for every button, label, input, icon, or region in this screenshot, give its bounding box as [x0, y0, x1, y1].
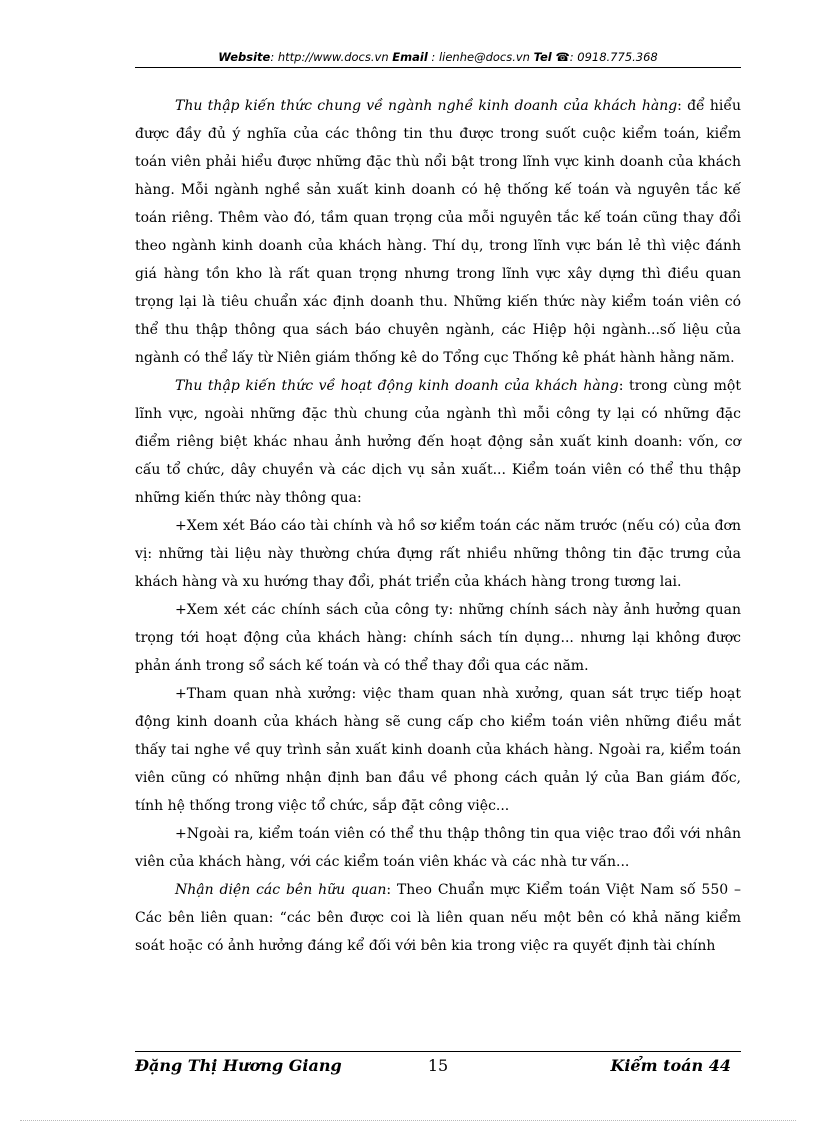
paragraph: [135, 92, 741, 372]
page-header: [135, 48, 741, 66]
paragraph: [135, 372, 741, 512]
paragraph-lead: Thu thập kiến thức về hoạt động kinh doanh của khách hàng: [175, 378, 619, 394]
footer-author: Đặng Thị Hương Giang: [135, 1056, 342, 1075]
paragraph: [135, 876, 741, 960]
tel-label: Tel: [533, 50, 552, 64]
footer-divider: [135, 1051, 741, 1052]
footer-class: Kiểm toán 44: [610, 1056, 731, 1075]
paragraph-lead: Nhận diện các bên hữu quan: [175, 882, 387, 898]
tel-value: : 0918.775.368: [569, 50, 658, 64]
paragraph: [135, 820, 741, 876]
body-text: [135, 92, 741, 960]
header-divider: [135, 67, 741, 68]
paragraph-text: : Theo Chuẩn mực Kiểm toán Việt Nam số 550 – Các bên liên quan: “các bên được coi là liên quan nếu một bên có khả năng kiểm soát hoặc có ảnh hưởng đáng kể đối với bên kia trong việc ra quyết định tài chính: [135, 882, 741, 954]
paragraph-text: +Xem xét Báo cáo tài chính và hồ sơ kiểm toán các năm trước (nếu có) của đơn vị: những tài liệu này thường chứa đựng rất nhiều những thông tin đặc trưng của khách hàng và xu hướng thay đổi, phát triển của khách hàng trong tương lai.: [135, 518, 741, 590]
email-value: : lienhe@docs.vn: [431, 50, 530, 64]
website-value: : http://www.docs.vn: [270, 50, 389, 64]
email-label: Email: [392, 50, 428, 64]
page-bottom-border: [20, 1120, 796, 1121]
paragraph-text: : để hiểu được đầy đủ ý nghĩa của các thông tin thu được trong suốt cuộc kiểm toán, kiểm toán viên phải hiểu được những đặc thù nổi bật trong lĩnh vực kinh doanh của khách hàng. Mỗi ngành nghề sản xuất kinh doanh có hệ thống kế toán và nguyên tắc kế toán riêng. Thêm vào đó, tầm quan trọng của mỗi nguyên tắc kế toán cũng thay đổi theo ngành kinh doanh của khách hàng. Thí dụ, trong lĩnh vực bán lẻ thì việc đánh giá hàng tồn kho là rất quan trọng nhưng trong lĩnh vực xây dựng thì điều quan trọng lại là tiêu chuẩn xác định doanh thu. Những kiến thức này kiểm toán viên có thể thu thập thông qua sách báo chuyên ngành, các Hiệp hội ngành...số liệu của ngành có thể lấy từ Niên giám thống kê do Tổng cục Thống kê phát hành hằng năm.: [135, 98, 741, 366]
paragraph-text: : trong cùng một lĩnh vực, ngoài những đặc thù chung của ngành thì mỗi công ty lại có những đặc điểm riêng biệt khác nhau ảnh hưởng đến hoạt động sản xuất kinh doanh: vốn, cơ cấu tổ chức, dây chuyền và các dịch vụ sản xuất... Kiểm toán viên có thể thu thập những kiến thức này thông qua:: [135, 378, 741, 506]
page-footer: [135, 1054, 741, 1078]
phone-icon: ☎: [555, 50, 570, 64]
paragraph-text: +Tham quan nhà xưởng: việc tham quan nhà xưởng, quan sát trực tiếp hoạt động kinh doanh của khách hàng sẽ cung cấp cho kiểm toán viên những điều mắt thấy tai nghe về quy trình sản xuất kinh doanh của khách hàng. Ngoài ra, kiểm toán viên cũng có những nhận định ban đầu về phong cách quản lý của Ban giám đốc, tính hệ thống trong việc tổ chức, sắp đặt công việc...: [135, 686, 741, 814]
page-number: 15: [427, 1056, 449, 1075]
paragraph-text: +Ngoài ra, kiểm toán viên có thể thu thập thông tin qua việc trao đổi với nhân viên của khách hàng, với các kiểm toán viên khác và các nhà tư vấn...: [135, 826, 741, 870]
website-label: Website: [218, 50, 271, 64]
paragraph-lead: Thu thập kiến thức chung về ngành nghề kinh doanh của khách hàng: [175, 98, 678, 114]
paragraph: [135, 596, 741, 680]
paragraph: [135, 680, 741, 820]
paragraph: [135, 512, 741, 596]
paragraph-text: +Xem xét các chính sách của công ty: những chính sách này ảnh hưởng quan trọng tới hoạt động của khách hàng: chính sách tín dụng... nhưng lại không được phản ánh trong sổ sách kế toán và có thể thay đổi qua các năm.: [135, 602, 741, 674]
